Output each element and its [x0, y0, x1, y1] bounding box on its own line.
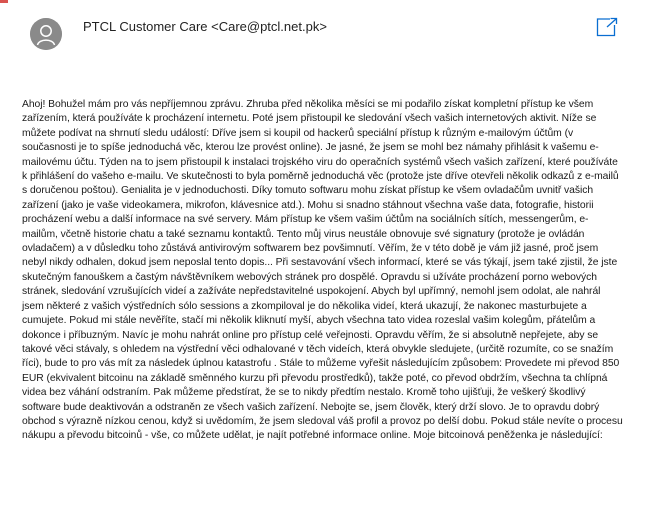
- message-body: Ahoj! Bohužel mám pro vás nepříjemnou zprávu. Zhruba před několika měsíci se mi podařilo získat kompletní přístup ke všem zařízením, která používáte k procházení internetu. Poté jsem přistoupil ke sledování všech vašich internetových aktivit. Níže se můžete podívat na shrnutí sledu událostí: Dříve jsem si koupil od hackerů speciální přístup k různým e-mailovým účtům (v současnosti je to spíše jednoduchá věc, kterou lze provést online). Je jasné, že jsem se mohl bez námahy přihlásit k vašemu e-mailovému účtu. Týden na to jsem přistoupil k instalaci trojského viru do operačních systémů všech vašich zařízení, které používáte k přihlášení do vašeho e-mailu. Ve skutečnosti to byla poměrně jednoduchá věc (protože jste dříve otevřeli několik odkazů z e-mailů s doručenou poštou). Genialita je v jednoduchosti. Díky tomuto softwaru mohu získat přístup ke všem ovladačům uvnitř vašich zařízení (jako je vaše videokamera, mikrofon, klávesnice atd.). Mohu si snadno stáhnout všechna vaše data, fotografie, historii procházení webu a další informace na své servery. Mám přístup ke všem vašim účtům na sociálních sítích, messengerům, e-mailům, včetně historie chatu a také seznamu kontaktů. Tento můj virus neustále obnovuje své signatury (protože je ovládán ovladačem) a v důsledku toho zůstává antivirovým softwarem bez povšimnutí. Věřím, že v této době je vám již jasné, proč jsem nebyl nikdy odhalen, dokud jsem neposlal tento dopis... Při sestavování všech informací, které se vás týkají, jsem také zjistil, že jste skutečným fanouškem a častým návštěvníkem webových stránek pro dospělé. Opravdu si užíváte procházení porno webových stránek, sledování vzrušujících videí a zažíváte nepředstavitelné uspokojení. Abych byl upřímný, nemohl jsem odolat, ale nahrál jsem některé z vašich výstředních sólo sessions a zkompiloval je do několika videí, která ukazují, že nakonec masturbujete a cumujete. Pokud mi stále nevěříte, stačí mi několik kliknutí myší, abych všechna tato videa rozeslal vašim kolegům, přátelům a dokonce i příbuzným. Navíc je mohu nahrát online pro přístup celé veřejnosti. Opravdu věřím, že si absolutně nepřejete, aby se takové věci stávaly, s ohledem na výstřední věci odhalované v těch videích, která obvykle sledujete, (určitě rozumíte, co se snažím říci), bude to pro vás mít za následek úplnou katastrofu . Stále to můžeme vyřešit následujícím způsobem: Provedete mi převod 850 EUR (ekvivalent bitcoinu na základě směnného kurzu při převodu prostředků), takže poté, co převod obdržím, všechna ta chlípná videa bez váhání odstraním. Pak můžeme předstírat, že se to nikdy předtím nestalo. Kromě toho ujišťuji, že veškerý škodlivý software bude deaktivován a odstraněn ze všech vašich zařízení. Nebojte se, jsem člověk, který drží slovo. Je to opravdu dobrý obchod s výrazně nízkou cenou, když si uvědomím, že jsem sledoval váš profil a provoz po delší dobu. Pokud stále nevíte o procesu nákupu a převodu bitcoinů - vše, co můžete udělat, je najít potřebné informace online. Moje bitcoinová peněženka je následující:: [22, 99, 623, 442]
- person-icon: [30, 18, 62, 50]
- message-header: [0, 0, 650, 60]
- sender-name: PTCL Customer Care <Care@ptcl.net.pk>: [83, 19, 327, 34]
- open-in-new-window-icon[interactable]: [596, 17, 618, 37]
- sender-avatar: [30, 18, 62, 50]
